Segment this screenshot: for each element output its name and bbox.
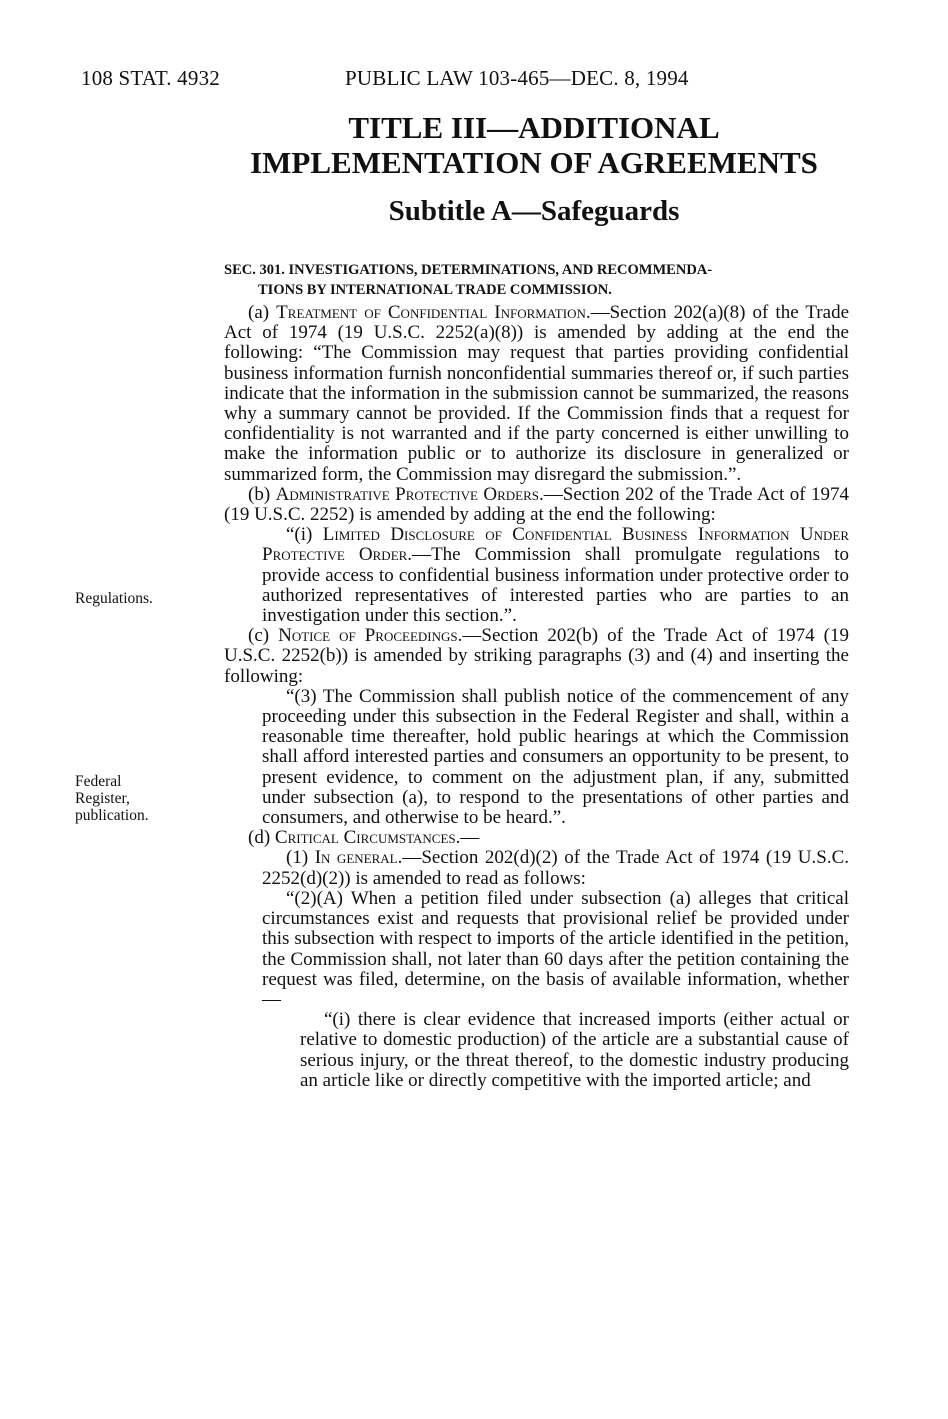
- paragraph-d1-clause-i: “(i) there is clear evidence that increased imports (either actual or relative to domestic production) of the article are a substantial cause of serious injury, or the threat thereof, to the domestic industry producing an article like or directly competitive with the imported article; and: [300, 1009, 849, 1091]
- paragraph-c-text: —Section 202(b) of the Trade Act of 1974 (19 U.S.C. 2252(b)) is amended by striking paragraphs (3) and (4) and inserting the following:: [224, 625, 850, 687]
- paragraph-b-quote-label: “(i): [286, 524, 323, 546]
- paragraph-d1-text: —Section 202(d)(2) of the Trade Act of 1974 (19 U.S.C. 2252(d)(2)) is amended to read as follows:: [262, 847, 849, 889]
- title-line-1: TITLE III—ADDITIONAL: [348, 110, 720, 145]
- paragraph-a: [224, 303, 849, 485]
- paragraph-d-heading: Critical Circumstances.: [274, 827, 461, 849]
- section-heading-line-1: SEC. 301. INVESTIGATIONS, DETERMINATIONS, AND RECOMMENDA-: [224, 262, 713, 278]
- paragraph-b-heading: Administrative Protective Orders.: [275, 483, 544, 505]
- title-heading: [220, 110, 848, 180]
- paragraph-d: [224, 828, 849, 848]
- paragraph-d-label: (d): [248, 827, 275, 849]
- paragraph-c-heading: Notice of Proceedings.: [278, 625, 463, 647]
- paragraph-b: [224, 485, 849, 525]
- public-law-header: PUBLIC LAW 103-465—DEC. 8, 1994: [345, 66, 689, 90]
- paragraph-b-quote-text: —The Commission shall promulgate regulations to provide access to confidential business information under protective order to authorized representatives of interested parties who are parties to an investigation under this section.”.: [262, 544, 849, 627]
- paragraph-d1-heading: In general.: [314, 847, 403, 869]
- paragraph-b-quote-heading: Limited Disclosure of Confidential Business Information Under Protective Order.: [262, 524, 849, 566]
- paragraph-a-heading: Treatment of Confidential Information.: [276, 302, 591, 323]
- section-heading-line-2: TIONS BY INTERNATIONAL TRADE COMMISSION.: [258, 282, 612, 298]
- paragraph-c-label: (c): [248, 625, 279, 647]
- margin-note-federal-register: Federal Register, publication.: [75, 773, 149, 824]
- section-body: [224, 303, 849, 1091]
- paragraph-d1: [224, 848, 849, 888]
- title-line-2: IMPLEMENTATION OF AGREEMENTS: [250, 145, 818, 180]
- section-heading: [224, 260, 849, 300]
- page-citation: 108 STAT. 4932: [81, 66, 220, 90]
- paragraph-d-dash: —: [460, 827, 480, 849]
- paragraph-c-quote: “(3) The Commission shall publish notice of the commencement of any proceeding under this subsection in the Federal Register and shall, within a reasonable time thereafter, hold public hearings at which the Commission shall afford interested parties and consumers an opportunity to be present, to present evidence, to comment on the adjustment plan, if any, submitted under subsection (a), to respond to the presentations of other parties and consumers, and otherwise to be heard.”.: [262, 685, 849, 829]
- paragraph-b-text: —Section 202 of the Trade Act of 1974 (19 U.S.C. 2252) is amended by adding at the end the following:: [224, 483, 849, 526]
- paragraph-a-label: (a): [248, 302, 277, 323]
- paragraph-d1-label: (1): [286, 847, 315, 869]
- paragraph-b-label: (b): [248, 483, 276, 505]
- margin-note-regulations: Regulations.: [75, 590, 153, 607]
- paragraph-b-quote: [224, 525, 849, 626]
- paragraph-a-text: —Section 202(a)(8) of the Trade Act of 1974 (19 U.S.C. 2252(a)(8)) is amended by adding at the end the following: “The Commission may request that parties providing confidential business information furnish nonconfidential summaries thereof or, if such parties indicate that the information in the submission cannot be summarized, the reasons why a summary cannot be provided. If the Commission finds that a request for confidentiality is not warranted and if the party concerned is either unwilling to make the information public or to authorize its disclosure in generalized or summarized form, the Commission may disregard the submission.”.: [224, 302, 849, 485]
- subtitle-heading: Subtitle A—Safeguards: [388, 195, 680, 227]
- paragraph-c: [224, 626, 849, 687]
- paragraph-d1-quote: “(2)(A) When a petition filed under subsection (a) alleges that critical circumstances exist and requests that provisional relief be provided under this subsection with respect to imports of the article identified in the petition, the Commission shall, not later than 60 days after the petition containing the request was filed, determine, on the basis of available information, whether—: [262, 887, 849, 1010]
